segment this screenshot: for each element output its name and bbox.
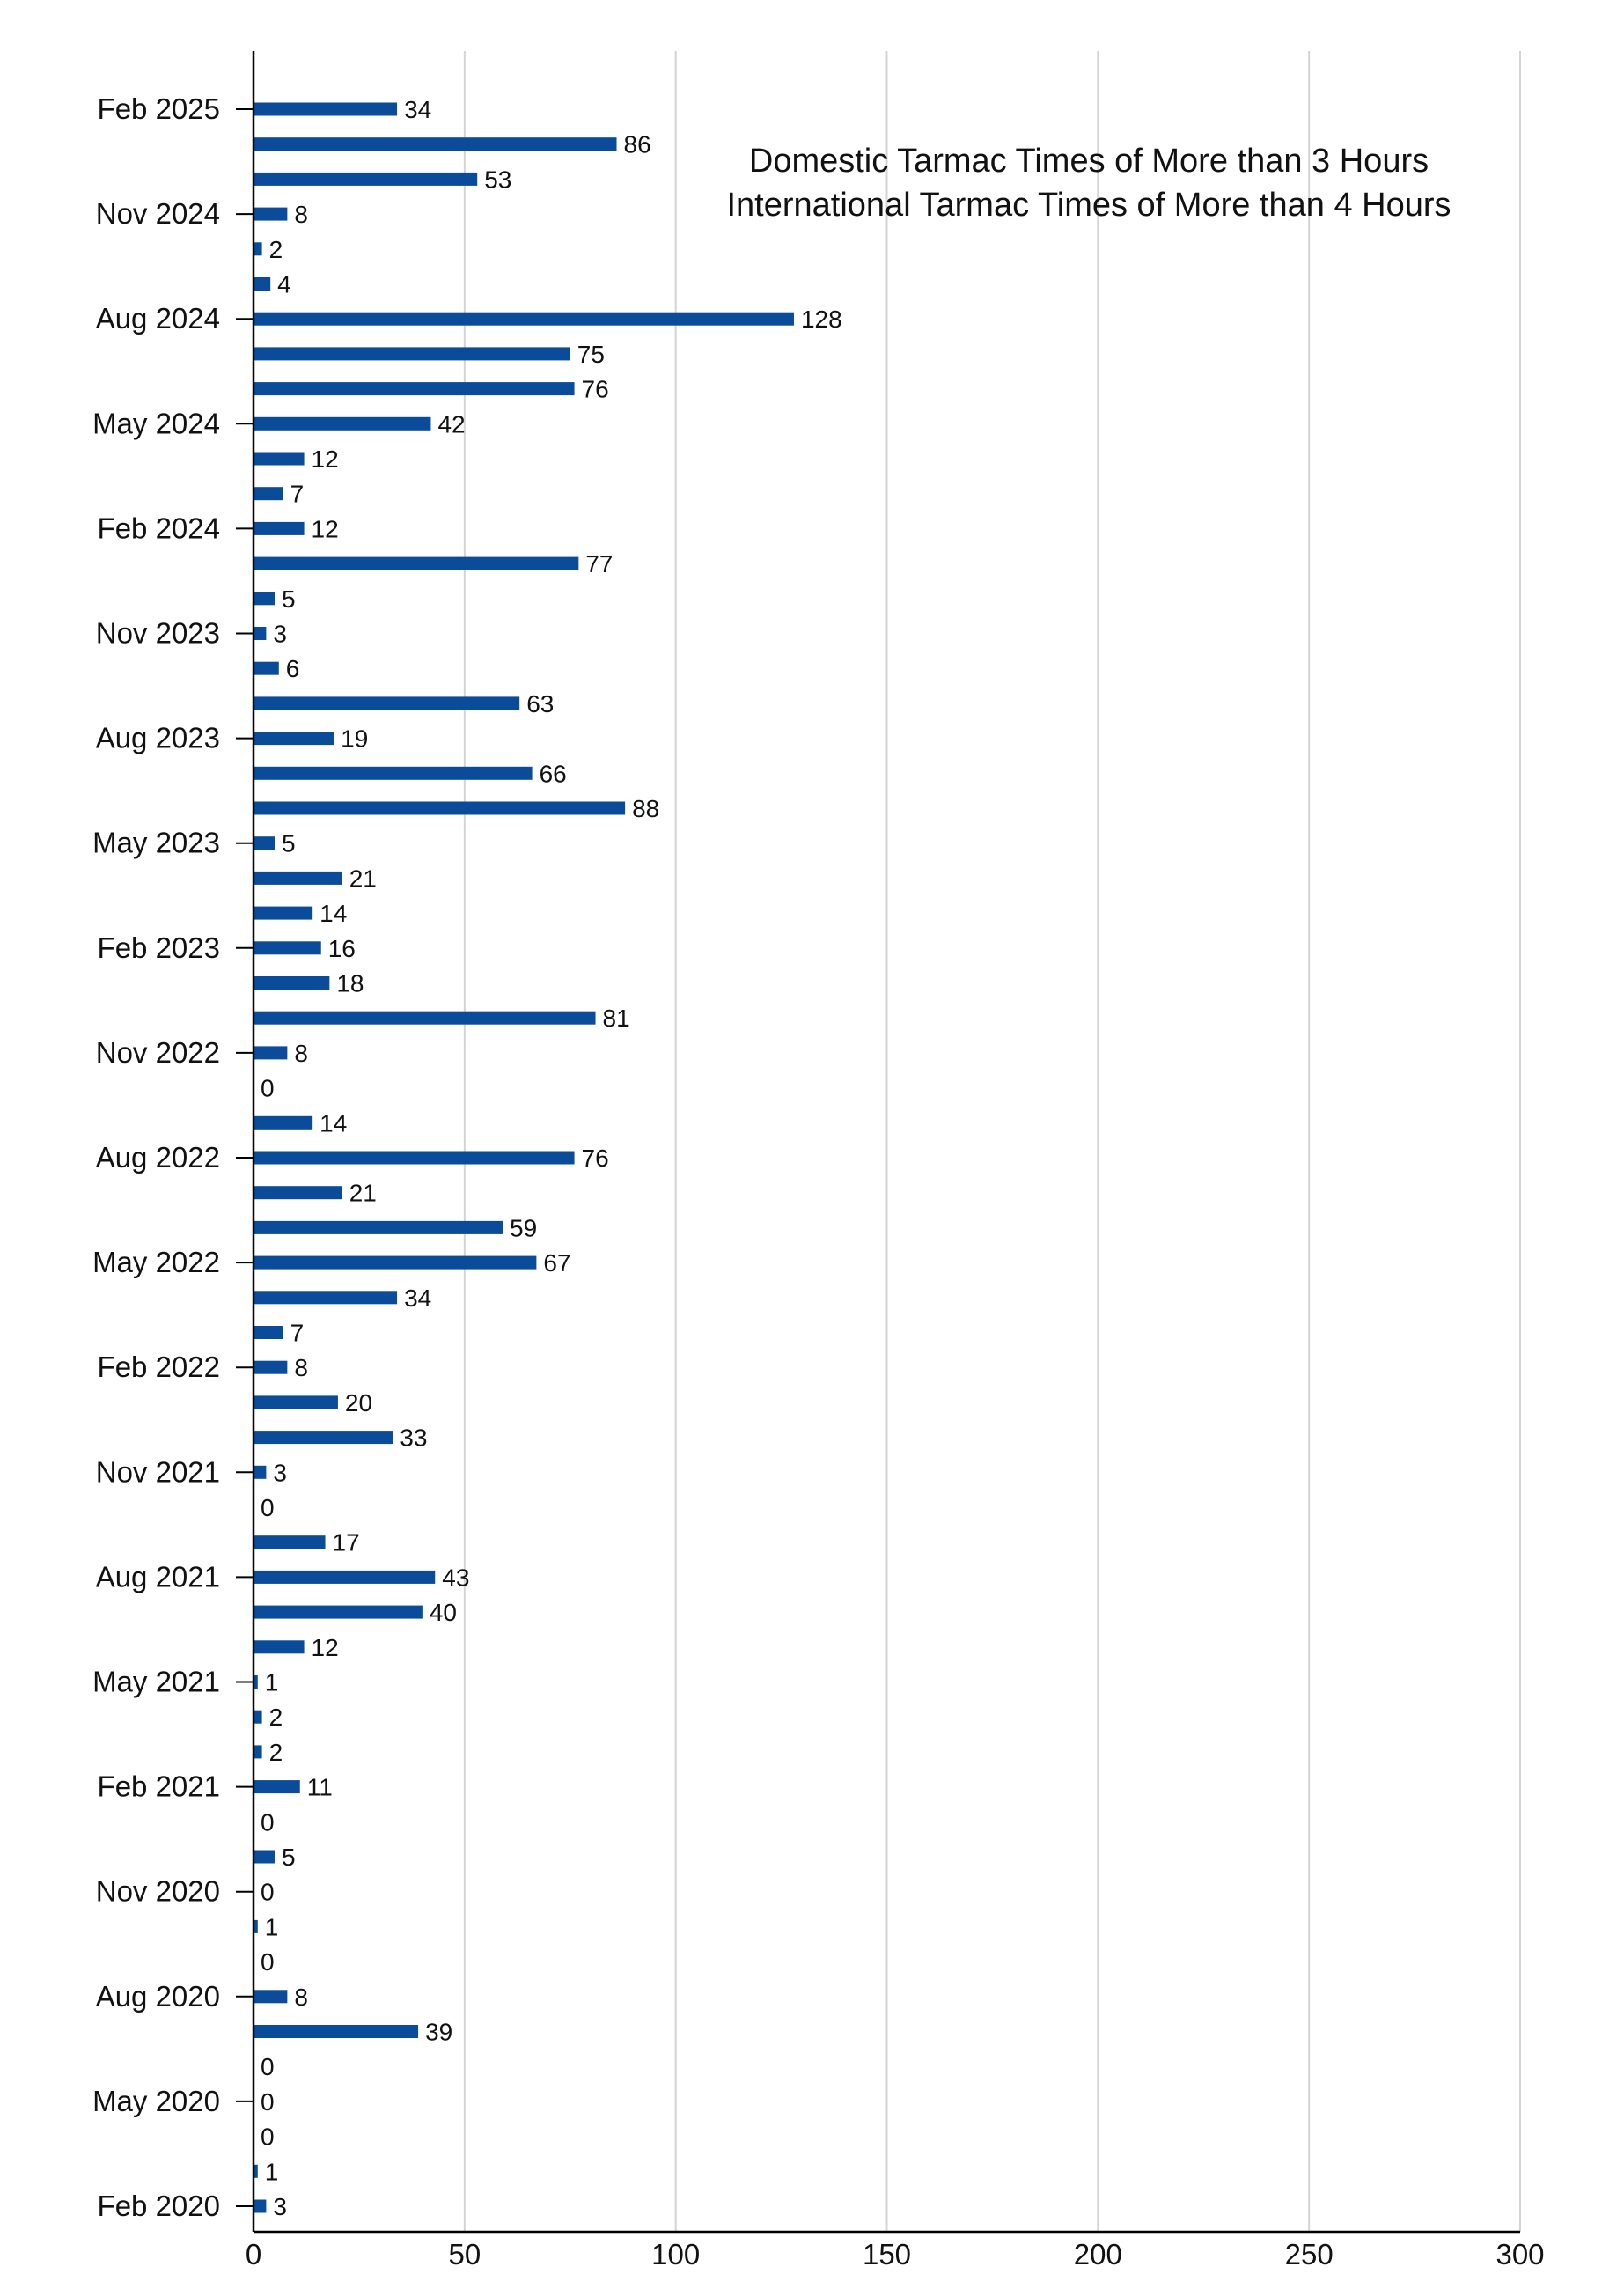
value-label-nov-2023: 3 [273, 620, 287, 648]
value-label-aug-2020: 8 [294, 1983, 308, 2011]
bar-sep-2022 [254, 1116, 312, 1130]
bar-dec-2024 [254, 173, 477, 186]
bar-jun-2023 [254, 802, 625, 815]
y-tick-label-nov-2024: Nov 2024 [95, 197, 220, 231]
value-label-jul-2020: 39 [425, 2018, 453, 2046]
value-label-feb-2025: 34 [404, 96, 432, 123]
value-label-dec-2023: 5 [281, 585, 296, 613]
value-label-feb-2020: 3 [273, 2193, 287, 2220]
bar-jun-2022 [254, 1221, 503, 1234]
bar-apr-2023 [254, 872, 342, 885]
bar-aug-2024 [254, 313, 794, 326]
value-label-sep-2022: 14 [320, 1109, 348, 1137]
value-label-feb-2023: 16 [327, 934, 356, 962]
bar-jul-2023 [254, 767, 533, 780]
y-tick-label-nov-2021: Nov 2021 [95, 1455, 220, 1489]
value-label-sep-2024: 4 [277, 270, 291, 298]
x-tick-label-50: 50 [448, 2238, 481, 2271]
axes [236, 51, 1520, 2232]
value-label-nov-2020: 0 [261, 1878, 275, 1906]
bar-apr-2021 [254, 1711, 262, 1724]
x-tick-label-300: 300 [1495, 2238, 1545, 2271]
value-label-mar-2023: 14 [320, 900, 348, 928]
y-tick-label-feb-2024: Feb 2024 [97, 512, 220, 545]
bar-aug-2023 [254, 732, 334, 745]
value-label-jul-2021: 40 [429, 1599, 458, 1627]
bar-jul-2024 [254, 347, 570, 360]
y-tick-label-nov-2023: Nov 2023 [95, 616, 220, 650]
value-label-oct-2021: 0 [261, 1494, 275, 1521]
value-label-jan-2024: 77 [585, 550, 614, 578]
y-tick-label-may-2022: May 2022 [92, 1246, 220, 1279]
value-label-oct-2024: 2 [268, 235, 283, 263]
bar-nov-2024 [254, 208, 287, 221]
bar-aug-2022 [254, 1152, 575, 1165]
value-label-jan-2021: 0 [261, 1808, 275, 1836]
y-tick-label-feb-2025: Feb 2025 [97, 92, 220, 125]
bar-jan-2024 [254, 557, 578, 570]
value-label-jun-2020: 0 [261, 2053, 275, 2081]
y-tick-label-feb-2020: Feb 2020 [97, 2190, 220, 2222]
bar-dec-2021 [254, 1431, 393, 1444]
bar-feb-2025 [254, 103, 397, 116]
bar-jan-2022 [254, 1395, 338, 1409]
y-tick-label-may-2020: May 2020 [92, 2084, 220, 2117]
y-tick-label-feb-2022: Feb 2022 [97, 1351, 220, 1384]
value-label-dec-2024: 53 [484, 166, 512, 194]
y-tick-label-feb-2021: Feb 2021 [97, 1770, 220, 1803]
value-label-nov-2022: 8 [294, 1039, 308, 1067]
y-tick-label-aug-2021: Aug 2021 [95, 1560, 220, 1593]
value-label-oct-2023: 6 [285, 655, 300, 683]
value-label-aug-2022: 76 [581, 1144, 609, 1172]
bar-dec-2020 [254, 1851, 275, 1864]
bar-apr-2024 [254, 453, 305, 466]
value-label-jun-2023: 88 [632, 795, 660, 822]
x-tick-label-100: 100 [651, 2238, 701, 2271]
value-label-may-2024: 42 [437, 410, 466, 438]
bar-feb-2021 [254, 1780, 300, 1793]
value-label-aug-2021: 43 [442, 1564, 470, 1592]
value-label-jul-2023: 66 [539, 760, 567, 788]
bar-feb-2024 [254, 522, 305, 535]
value-label-aug-2024: 128 [800, 305, 842, 334]
value-label-jun-2022: 59 [510, 1214, 538, 1242]
bar-aug-2021 [254, 1571, 435, 1584]
value-label-apr-2023: 21 [349, 865, 377, 893]
y-tick-label-may-2024: May 2024 [92, 407, 220, 440]
value-label-mar-2022: 7 [290, 1319, 305, 1347]
bars [254, 103, 794, 2213]
value-label-dec-2020: 5 [281, 1844, 296, 1871]
bar-jan-2025 [254, 137, 617, 151]
x-tick-label-200: 200 [1073, 2238, 1122, 2271]
bar-oct-2023 [254, 662, 279, 675]
value-label-mar-2024: 7 [290, 480, 305, 508]
bar-jul-2020 [254, 2025, 418, 2038]
value-label-jul-2022: 21 [349, 1179, 377, 1207]
value-label-apr-2021: 2 [268, 1704, 283, 1732]
value-label-may-2020: 0 [261, 2087, 275, 2116]
value-label-jan-2025: 86 [623, 130, 651, 158]
value-label-jan-2022: 20 [344, 1388, 373, 1417]
value-label-feb-2024: 12 [311, 515, 339, 543]
value-label-mar-2020: 1 [264, 2158, 279, 2186]
value-label-apr-2022: 34 [404, 1284, 432, 1312]
y-tick-label-aug-2020: Aug 2020 [95, 1979, 220, 2013]
y-tick-label-aug-2023: Aug 2023 [95, 721, 220, 754]
value-label-jan-2023: 18 [336, 969, 364, 997]
bar-jun-2024 [254, 382, 575, 395]
bar-apr-2022 [254, 1291, 397, 1304]
y-tick-label-nov-2022: Nov 2022 [95, 1035, 220, 1069]
bar-dec-2022 [254, 1012, 596, 1025]
bar-sep-2023 [254, 696, 519, 710]
value-label-aug-2023: 19 [341, 725, 369, 753]
value-label-jun-2024: 76 [581, 375, 609, 403]
title-line-1: Domestic Tarmac Times of More than 3 Hours [748, 143, 1429, 180]
bar-may-2024 [254, 417, 430, 431]
y-tick-label-nov-2020: Nov 2020 [95, 1874, 220, 1908]
value-label-feb-2021: 11 [306, 1773, 333, 1801]
bar-mar-2022 [254, 1326, 283, 1339]
value-label-sep-2020: 0 [261, 1948, 275, 1976]
bar-aug-2020 [254, 1990, 287, 2003]
bar-sep-2024 [254, 277, 270, 291]
bar-oct-2024 [254, 242, 262, 255]
value-label-apr-2020: 0 [261, 2123, 275, 2151]
y-tick-label-aug-2022: Aug 2022 [95, 1141, 220, 1174]
value-label-may-2023: 5 [281, 829, 296, 857]
bar-dec-2023 [254, 592, 275, 605]
bar-jul-2021 [254, 1606, 423, 1619]
bar-feb-2022 [254, 1361, 287, 1374]
x-tick-label-150: 150 [862, 2238, 912, 2271]
bar-mar-2021 [254, 1745, 262, 1758]
bar-mar-2024 [254, 487, 283, 500]
bar-feb-2023 [254, 941, 321, 954]
value-label-apr-2024: 12 [311, 445, 339, 473]
y-tick-label-aug-2024: Aug 2024 [95, 302, 220, 335]
x-tick-label-250: 250 [1284, 2238, 1334, 2271]
gridlines [465, 51, 1520, 2232]
bar-jul-2022 [254, 1186, 342, 1199]
bar-jun-2021 [254, 1640, 305, 1653]
value-label-nov-2021: 3 [273, 1459, 287, 1487]
bar-nov-2021 [254, 1466, 266, 1479]
y-tick-label-may-2021: May 2021 [92, 1665, 220, 1698]
y-tick-label-may-2023: May 2023 [92, 826, 220, 859]
bar-nov-2022 [254, 1046, 287, 1059]
value-label-oct-2022: 0 [261, 1074, 275, 1102]
bar-feb-2020 [254, 2200, 266, 2213]
bar-nov-2023 [254, 627, 266, 640]
value-label-may-2022: 67 [543, 1249, 571, 1277]
value-label-jul-2024: 75 [577, 340, 605, 368]
value-label-dec-2022: 81 [602, 1005, 630, 1033]
bar-may-2023 [254, 836, 275, 850]
value-label-feb-2022: 8 [294, 1354, 308, 1382]
x-tick-label-0: 0 [245, 2238, 262, 2271]
value-label-sep-2021: 17 [332, 1528, 360, 1557]
value-label-dec-2021: 33 [400, 1424, 428, 1452]
bar-sep-2021 [254, 1535, 326, 1549]
value-label-sep-2023: 63 [526, 689, 555, 718]
y-tick-label-feb-2023: Feb 2023 [97, 931, 220, 964]
title-line-2: International Tarmac Times of More than 4 Hours [726, 187, 1451, 224]
bar-jan-2023 [254, 976, 329, 990]
value-label-nov-2024: 8 [294, 201, 308, 229]
value-label-jun-2021: 12 [311, 1633, 339, 1661]
chart-title [726, 143, 1451, 224]
bar-mar-2023 [254, 907, 312, 920]
value-label-oct-2020: 1 [264, 1913, 279, 1941]
bar-may-2022 [254, 1256, 536, 1270]
value-label-mar-2021: 2 [268, 1738, 283, 1766]
value-label-may-2021: 1 [264, 1668, 279, 1697]
